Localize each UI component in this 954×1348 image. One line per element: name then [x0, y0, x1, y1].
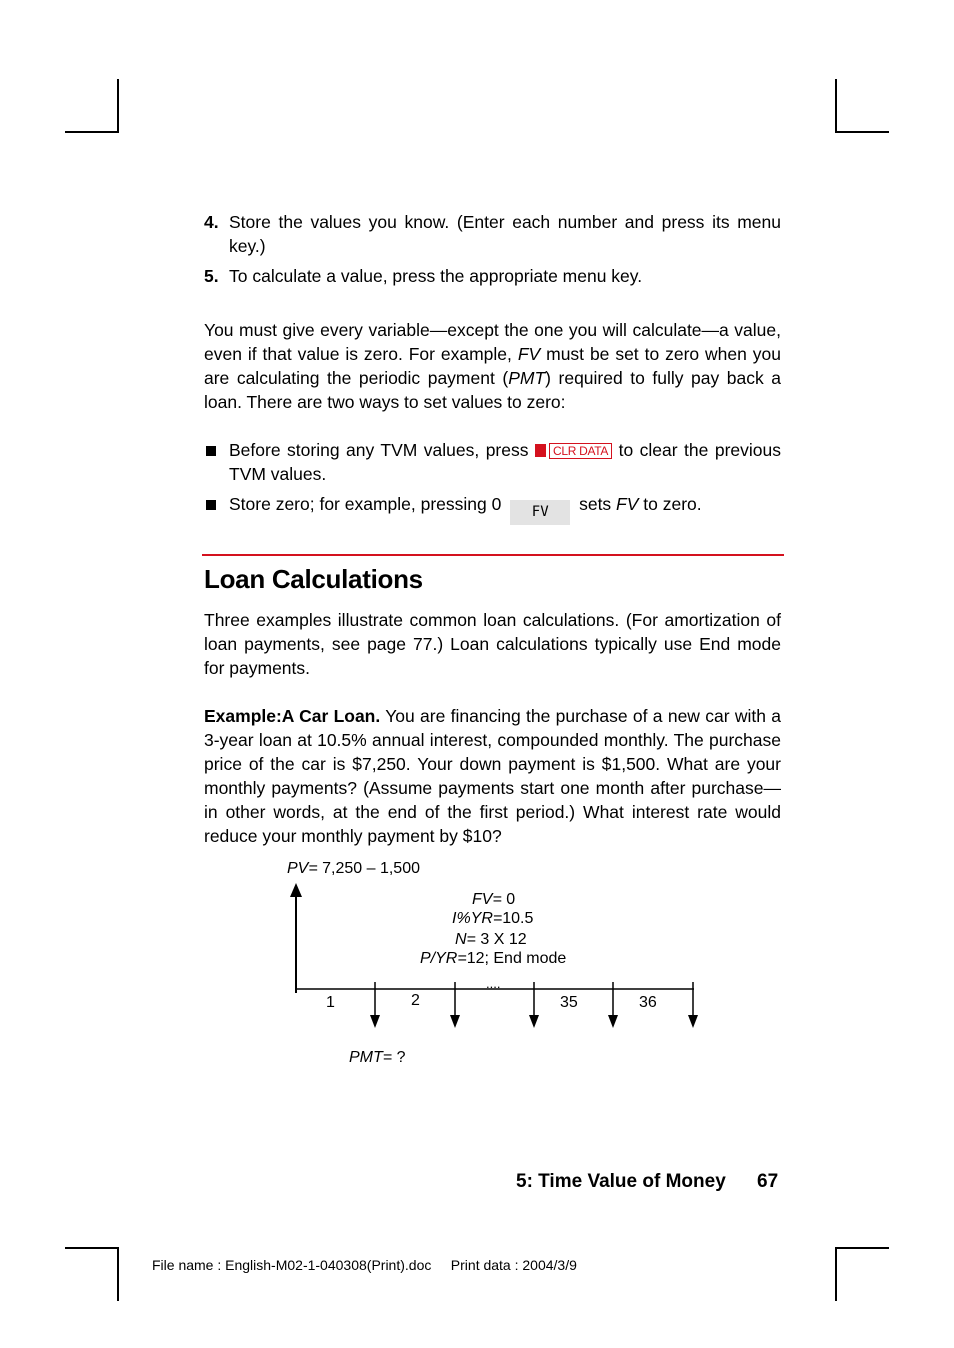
fv-value: 0	[501, 891, 516, 908]
fv-variable: FV=	[472, 891, 502, 908]
period-label-36: 36	[639, 994, 657, 1011]
period-label-1: 1	[326, 994, 335, 1011]
payment-arrow-head	[529, 1015, 539, 1028]
pyr-value: 12; End mode	[466, 950, 567, 967]
bullet-text-post: to zero.	[638, 494, 702, 514]
pv-arrow-head	[290, 883, 302, 897]
payment-arrow-head	[688, 1015, 698, 1028]
pmt-value: ?	[392, 1049, 406, 1066]
payment-arrow-head	[370, 1015, 380, 1028]
page-number: 67	[757, 1171, 779, 1192]
paragraph-text: must be set to zero when you are calculating the periodic payment (	[204, 344, 782, 388]
pyr-label	[420, 949, 566, 969]
period-label-2: 2	[411, 992, 420, 1009]
fv-label	[472, 890, 515, 910]
section-title: Loan Calculations	[204, 564, 423, 594]
pv-label	[287, 859, 420, 879]
payment-arrow-head	[608, 1015, 618, 1028]
ellipsis: ....	[486, 976, 501, 991]
bullet-text-mid: sets	[574, 494, 617, 514]
example-lead: Example:A Car Loan.	[204, 706, 381, 726]
payment-arrow-head	[450, 1015, 460, 1028]
pmt-variable: PMT=	[349, 1049, 393, 1066]
n-variable: N=	[455, 931, 476, 948]
paragraph-text: You must give every variable—except the one you will calculate—a value, even if that value is zero. For example,	[204, 320, 781, 364]
n-value: 3 X 12	[475, 931, 527, 948]
fv-menu-key: FV	[510, 500, 570, 525]
file-info: File name : English-M02-1-040308(Print).doc Print data : 2004/3/9	[152, 1257, 577, 1273]
clr-data-key: CLR DATA	[549, 443, 612, 459]
paragraph-text: ) required to fully pay back a loan. There are two ways to set values to zero:	[204, 368, 781, 412]
pv-value: 7,250 – 1,500	[317, 860, 420, 877]
chapter-title: 5: Time Value of Money	[516, 1171, 726, 1192]
pyr-variable: P/YR=	[420, 950, 467, 967]
pmt-variable: PMT	[508, 368, 546, 388]
step-number: 4.	[204, 212, 219, 232]
example-text: You are financing the purchase of a new car with a 3-year loan at 10.5% annual interest, compounded monthly. The purchase price of the car is $7,250. Your down payment is $1,500. What are your monthly payments? (Assume payments start one month after purchase—in other words, at the end of the first period.) What interest rate would reduce your monthly payment by $10?	[204, 706, 781, 846]
bullet-text-post: to clear the previous TVM values.	[229, 440, 782, 484]
iyr-label	[452, 909, 533, 929]
step-text: To calculate a value, press the appropriate menu key.	[229, 266, 643, 286]
period-label-35: 35	[560, 994, 578, 1011]
fv-variable: FV	[517, 344, 541, 364]
iyr-variable: I%YR=	[452, 910, 503, 927]
step-number: 5.	[204, 266, 219, 286]
iyr-value: 10.5	[502, 910, 534, 927]
bullet-text-pre: Store zero; for example, pressing 0	[229, 494, 507, 514]
n-label	[455, 930, 527, 950]
bullet-text-pre: Before storing any TVM values, press	[229, 440, 535, 460]
intro-paragraph: Three examples illustrate common loan calculations. (For amortization of loan payments, see page 77.) Loan calculations typically use End mode for payments.	[204, 610, 781, 678]
step-text: Store the values you know. (Enter each number and press its menu key.)	[229, 212, 781, 256]
pv-variable: PV=	[287, 860, 318, 877]
pmt-label	[349, 1048, 405, 1068]
fv-variable: FV	[616, 494, 639, 514]
